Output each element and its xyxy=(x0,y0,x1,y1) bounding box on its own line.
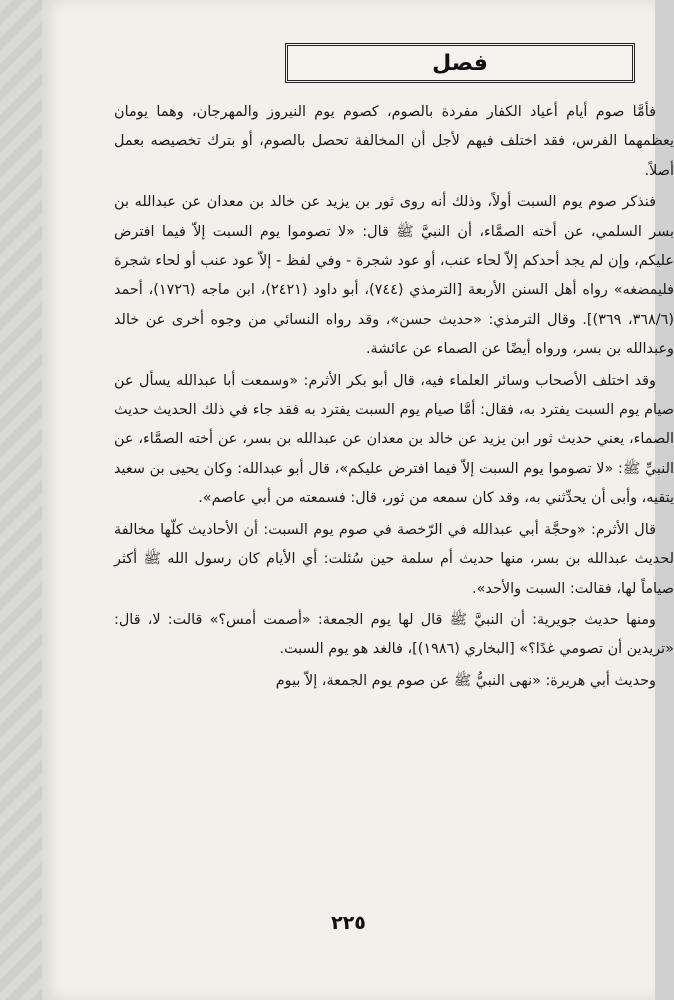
paragraph: ومنها حديث جويرية: أن النبيَّ ﷺ قال لها يوم الجمعة: «أصمت أمس؟» قالت: لا، قال: «تريدين أن تصومي غدًا؟» [البخاري (١٩٨٦)]، فالغد هو يوم السبت. xyxy=(114,611,674,658)
paragraph: فأمَّا صوم أيام أعياد الكفار مفردة بالصوم، كصوم يوم النيروز والمهرجان، وهما يومان يعظمهما الفرس، فقد اختلف فيهم لأجل أن المخالفة تحصل بالصوم، أو بترك تخصيصه بعمل أصلاً. xyxy=(114,104,674,179)
section-title: فصل xyxy=(432,50,488,76)
body-text xyxy=(114,98,674,698)
book-spine xyxy=(0,0,43,1000)
paragraph: قال الأثرم: «وحجَّة أبي عبدالله في الرّخصة في صوم يوم السبت: أن الأحاديث كلّها مخالفة لحديث عبدالله بن بسر، منها حديث أم سلمة حين سُئلت: أي الأيام كان رسول الله ﷺ أكثر صياماً لها، فقالت: السبت والأحد». xyxy=(114,521,674,597)
paragraph: وقد اختلف الأصحاب وسائر العلماء فيه، قال أبو بكر الأثرم: «وسمعت أبا عبدالله يسأل عن صيام يوم السبت يفترد به، فقال: أمَّا صيام يوم السبت يفترد به فقد جاء في ذلك الحديث حديث الصماء، يعني حديث ثور ابن يزيد عن خالد بن معدان عن عبدالله بن بسر، عن أخته الصمَّاء، عن النبيِّ ﷺ: «لا تصوموا يوم السبت إلاّ فيما افترض عليكم»، قال أبو عبدالله: وكان يحيى بن سعيد يتقيه، وأبى أن يحدِّثني به، وقد كان سمعه من ثور، قال: فسمعته من أبي عاصم». xyxy=(114,372,674,507)
book-page xyxy=(42,0,674,1000)
paragraph: فنذكر صوم يوم السبت أولاً، وذلك أنه روى ثور بن يزيد عن خالد بن معدان عن عبدالله بن بسر السلمي، عن أخته الصمَّاء، أن النبيَّ ﷺ قال: «لا تصوموا يوم السبت إلاّ فيما افترض عليكم، وإن لم يجد أحدكم إلاّ لحاء عنب، أو عود شجرة - وفي لفظ - إلاّ عود عنب أو لحاء شجرة فليمضغه» رواه أهل السنن الأربعة [الترمذي (٧٤٤)، أبو داود (٢٤٢١)، ابن ماجه (١٧٢٦)، أحمد (٣٦٨/٦، ٣٦٩)]. وقال الترمذي: «حديث حسن»، وقد رواه النسائي من وجوه أخرى عن خالد وعبدالله بن بسر، ورواه أيضًا عن الصماء عن عائشة. xyxy=(114,194,674,358)
page-number: ٢٢٥ xyxy=(331,912,366,934)
paragraph: وحديث أبي هريرة: «نهى النبيُّ ﷺ عن صوم يوم الجمعة، إلاّ بيوم xyxy=(275,672,656,689)
section-title-frame xyxy=(285,43,635,83)
